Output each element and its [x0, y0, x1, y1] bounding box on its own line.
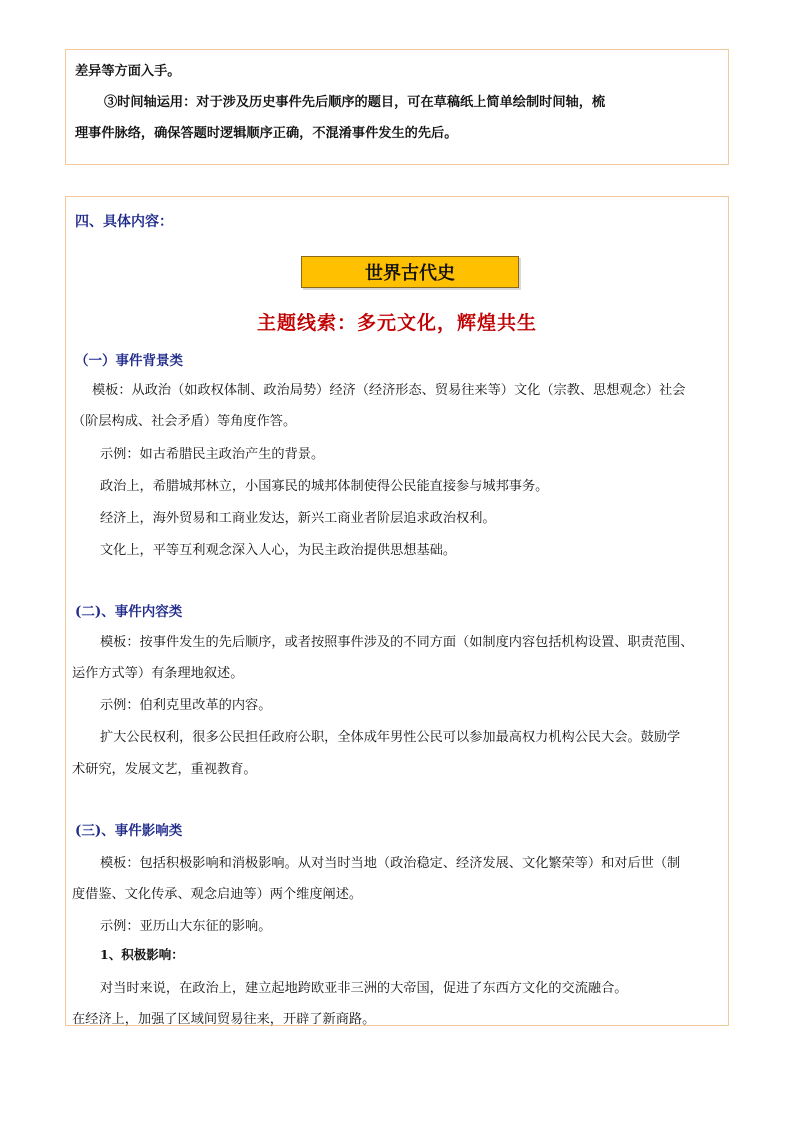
text-line: 1、积极影响： — [100, 947, 184, 962]
banner-label: 世界古代史 — [365, 263, 455, 284]
text-line: 政治上，希腊城邦林立，小国寡民的城邦体制使得公民能直接参与城邦事务。 — [100, 479, 549, 494]
text-line: 度借鉴、文化传承、观念启迪等）两个维度阐述。 — [72, 887, 363, 902]
title-banner — [301, 256, 519, 288]
text-line: 文化上，平等互利观念深入人心，为民主政治提供思想基础。 — [100, 543, 457, 558]
text-line: 在经济上，加强了区域间贸易往来，开辟了新商路。 — [72, 1012, 376, 1027]
text-line: 术研究，发展文艺，重视教育。 — [72, 762, 257, 777]
text-line: 对当时来说，在政治上，建立起地跨欧亚非三洲的大帝国，促进了东西方文化的交流融合。 — [100, 981, 628, 996]
text-line: ③时间轴运用：对于涉及历史事件先后顺序的题目，可在草稿纸上简单绘制时间轴，梳 — [104, 95, 606, 110]
content-box — [65, 196, 729, 1026]
text-line: 经济上，海外贸易和工商业发达，新兴工商业者阶层追求政治权利。 — [100, 511, 496, 526]
method-tip-box — [65, 49, 729, 165]
text-line: 模板：包括积极影响和消极影响。从对当时当地（政治稳定、经济发展、文化繁荣等）和对后世（制 — [100, 856, 681, 871]
section-heading: 四、具体内容： — [75, 214, 173, 230]
text-line: 示例：如古希腊民主政治产生的背景。 — [100, 447, 325, 462]
text-line: （阶层构成、社会矛盾）等角度作答。 — [72, 414, 297, 429]
text-line: 理事件脉络，确保答题时逻辑顺序正确，不混淆事件发生的先后。 — [75, 126, 458, 141]
text-line: 示例：亚历山大东征的影响。 — [100, 919, 272, 934]
text-line: 扩大公民权利，很多公民担任政府公职，全体成年男性公民可以参加最高权力机构公民大会。鼓励学 — [100, 730, 681, 745]
subsection-title: （一）事件背景类 — [75, 353, 183, 369]
theme-line: 主题线索：多元文化，辉煌共生 — [256, 312, 537, 334]
text-line: 运作方式等）有条理地叙述。 — [72, 666, 244, 681]
text-line: 模板：从政治（如政权体制、政治局势）经济（经济形态、贸易往来等）文化（宗教、思想观念）社会 — [92, 383, 686, 398]
text-line: 差异等方面入手。 — [75, 64, 181, 79]
subsection-title: (二)、事件内容类 — [75, 604, 183, 620]
subsection-title: (三)、事件影响类 — [75, 823, 183, 839]
text-line: 示例：伯利克里改革的内容。 — [100, 698, 272, 713]
text-line: 模板：按事件发生的先后顺序，或者按照事件涉及的不同方面（如制度内容包括机构设置、职责范围、 — [100, 635, 694, 650]
